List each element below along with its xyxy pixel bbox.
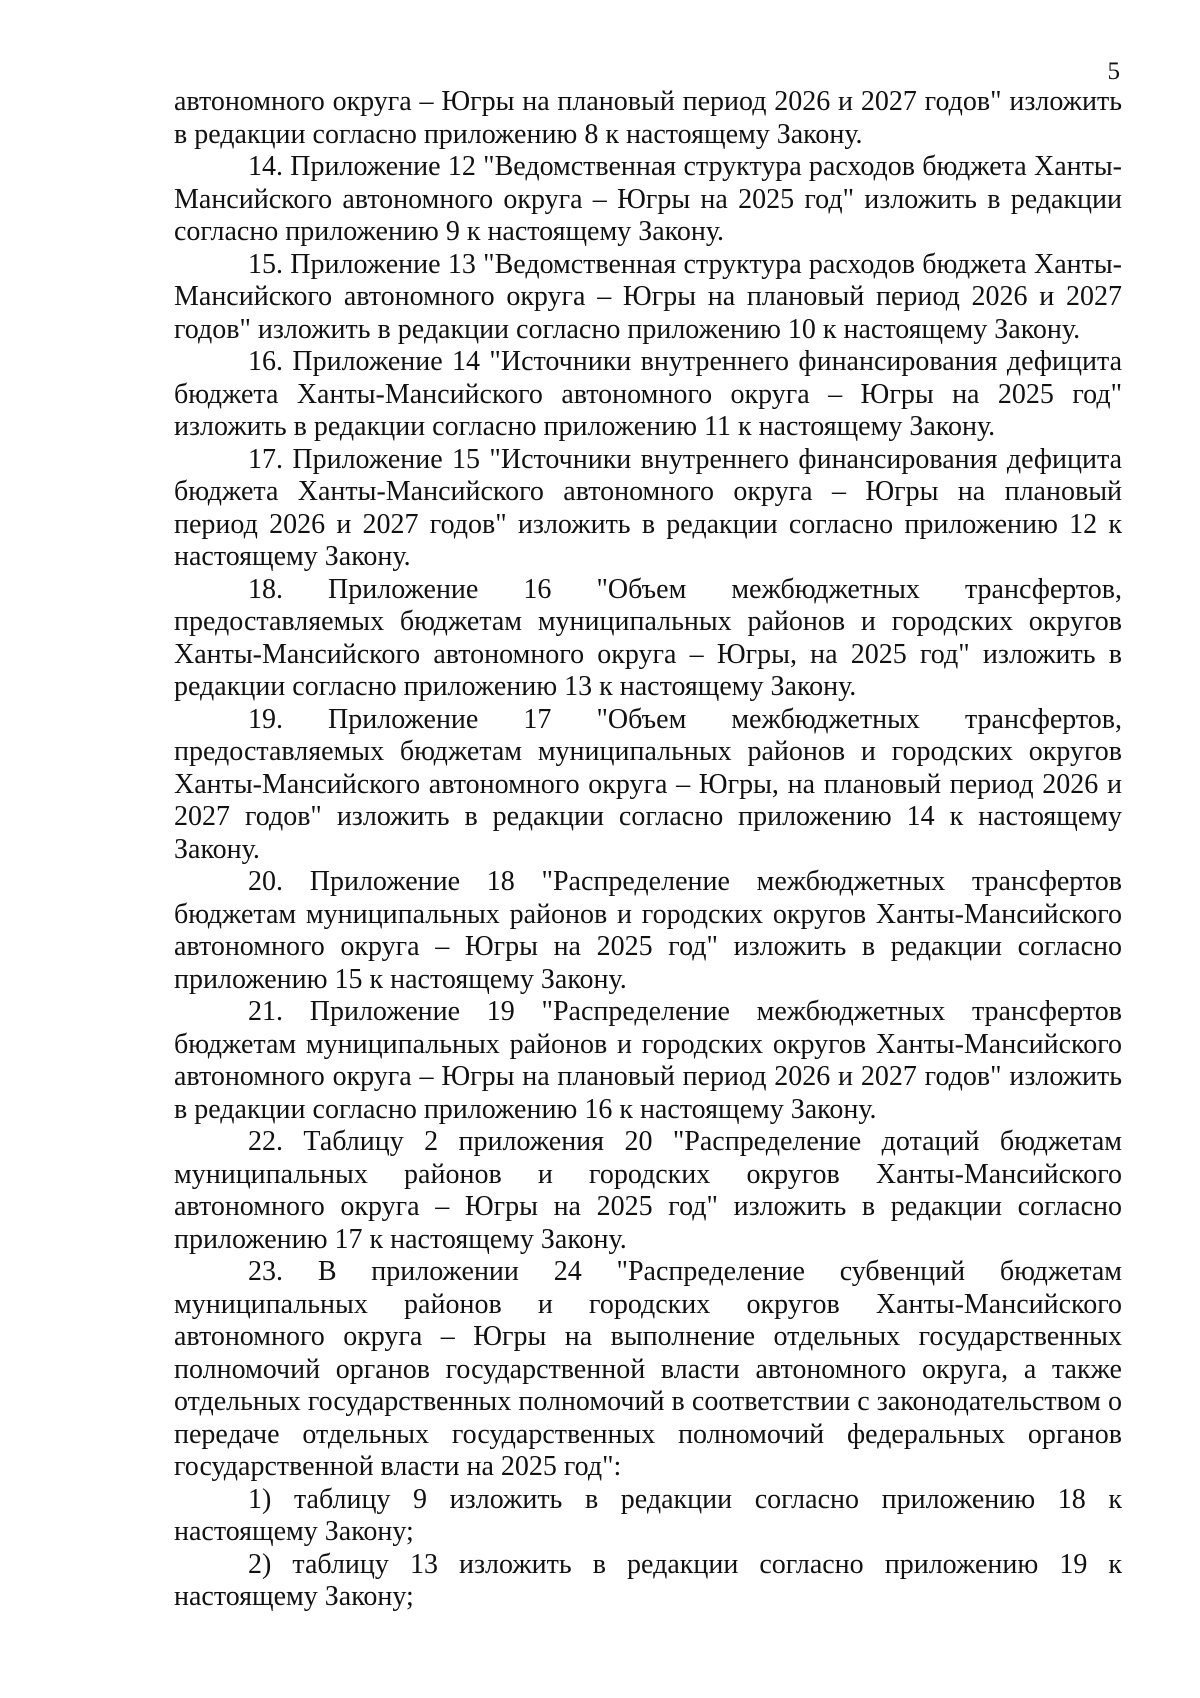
document-body <box>174 86 1122 1614</box>
paragraph-item-17: 17. Приложение 15 "Источники внутреннего финансирования дефицита бюджета Ханты-Мансийского автономного округа – Югры на плановый период 2026 и 2027 годов" изложить в редакции согласно приложению 12 к настоящему Закону. <box>174 443 1122 572</box>
paragraph-item-21: 21. Приложение 19 "Распределение межбюджетных трансфертов бюджетам муниципальных районов и городских округов Ханты-Мансийского автономного округа – Югры на плановый период 2026 и 2027 годов" изложить в редакции согласно приложению 16 к настоящему Закону. <box>174 996 1122 1125</box>
paragraph-item-18: 18. Приложение 16 "Объем межбюджетных трансфертов, предоставляемых бюджетам муниципальных районов и городских округов Ханты-Мансийского автономного округа – Югры, на 2025 год" изложить в редакции согласно приложению 13 к настоящему Закону. <box>174 573 1122 702</box>
paragraph-subitem-1: 1) таблицу 9 изложить в редакции согласно приложению 18 к настоящему Закону; <box>174 1483 1122 1547</box>
paragraph-item-22: 22. Таблицу 2 приложения 20 "Распределение дотаций бюджетам муниципальных районов и городских округов Ханты-Мансийского автономного округа – Югры на 2025 год" изложить в редакции согласно приложению 17 к настоящему Закону. <box>174 1126 1122 1255</box>
paragraph-item-14: 14. Приложение 12 "Ведомственная структура расходов бюджета Ханты-Мансийского автономного округа – Югры на 2025 год" изложить в редакции согласно приложению 9 к настоящему Закону. <box>174 151 1122 247</box>
page-number: 5 <box>1107 58 1120 85</box>
paragraph-continued: автономного округа – Югры на плановый период 2026 и 2027 годов" изложить в редакции согласно приложению 8 к настоящему Закону. <box>174 86 1122 150</box>
paragraph-item-19: 19. Приложение 17 "Объем межбюджетных трансфертов, предоставляемых бюджетам муниципальных районов и городских округов Ханты-Мансийского автономного округа – Югры, на плановый период 2026 и 2027 годов" изложить в редакции согласно приложению 14 к настоящему Закону. <box>174 703 1122 865</box>
paragraph-item-20: 20. Приложение 18 "Распределение межбюджетных трансфертов бюджетам муниципальных районов и городских округов Ханты-Мансийского автономного округа – Югры на 2025 год" изложить в редакции согласно приложению 15 к настоящему Закону. <box>174 866 1122 995</box>
paragraph-subitem-2: 2) таблицу 13 изложить в редакции согласно приложению 19 к настоящему Закону; <box>174 1548 1122 1612</box>
paragraph-item-23: 23. В приложении 24 "Распределение субвенций бюджетам муниципальных районов и городских округов Ханты-Мансийского автономного округа – Югры на выполнение отдельных государственных полномочий органов государственной власти автономного округа, а также отдельных государственных полномочий в соответствии с законодательством о передаче отдельных государственных полномочий федеральных органов государственной власти на 2025 год": <box>174 1256 1122 1482</box>
paragraph-item-15: 15. Приложение 13 "Ведомственная структура расходов бюджета Ханты-Мансийского автономного округа – Югры на плановый период 2026 и 2027 годов" изложить в редакции согласно приложению 10 к настоящему Закону. <box>174 248 1122 345</box>
paragraph-item-16: 16. Приложение 14 "Источники внутреннего финансирования дефицита бюджета Ханты-Мансийского автономного округа – Югры на 2025 год" изложить в редакции согласно приложению 11 к настоящему Закону. <box>174 346 1122 442</box>
